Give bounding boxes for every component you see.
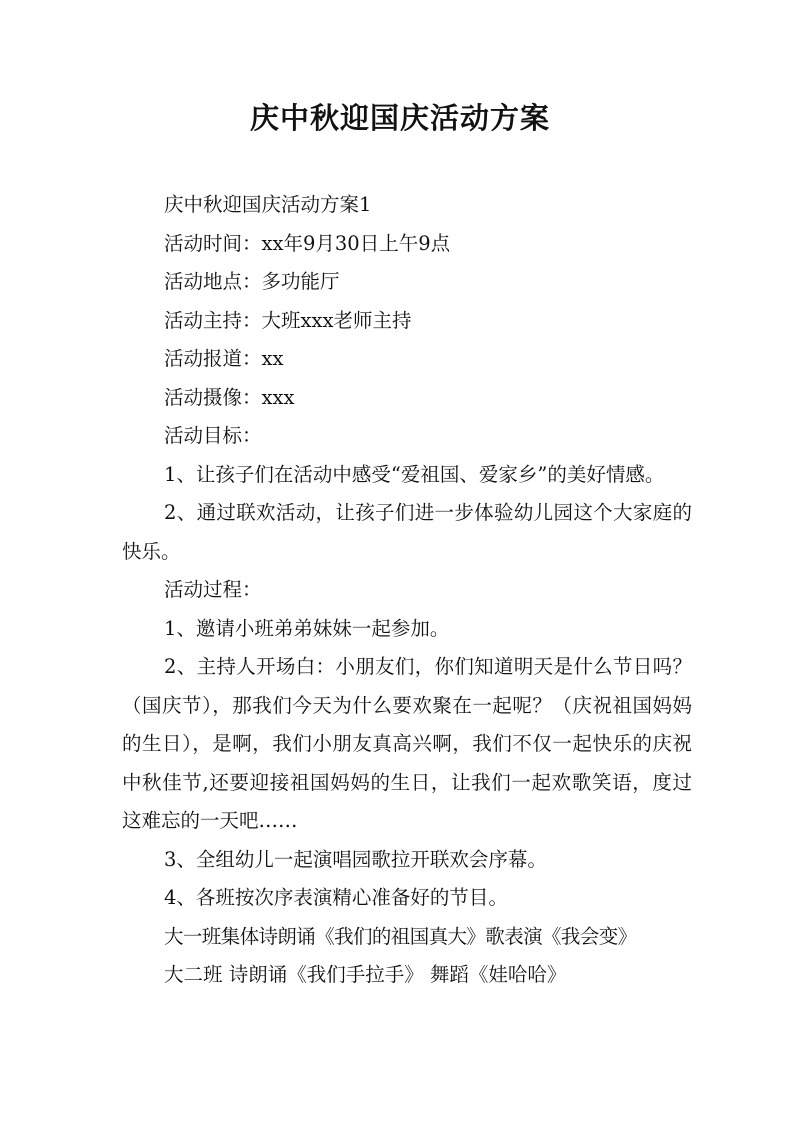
goal-item-1: 1、让孩子们在活动中感受“爱祖国、爱家乡”的美好情感。 [164, 462, 665, 486]
program-item-2: 大二班 诗朗诵《我们手拉手》 舞蹈《娃哈哈》 [164, 963, 567, 986]
document-body [122, 186, 692, 995]
activity-process-heading: 活动过程： [164, 578, 262, 601]
program-item-1: 大一班集体诗朗诵《我们的祖国真大》歌表演《我会变》 [164, 924, 637, 948]
activity-location-line: 活动地点：多功能厅 [164, 270, 340, 293]
subtitle-line: 庆中秋迎国庆活动方案1 [164, 193, 372, 216]
activity-camera-line: 活动摄像：xxx [164, 385, 295, 409]
goal-item-2: 2、通过联欢活动，让孩子们进一步体验幼儿园这个大家庭的快乐。 [122, 501, 692, 563]
process-item-1: 1、邀请小班弟弟妹妹一起参加。 [164, 616, 450, 640]
process-item-3: 3、全组幼儿一起演唱园歌拉开联欢会序幕。 [164, 847, 547, 871]
document-title: 庆中秋迎国庆活动方案 [249, 101, 550, 135]
process-item-4: 4、各班按次序表演精心准备好的节目。 [164, 886, 508, 909]
activity-report-line: 活动报道：xx [164, 347, 284, 370]
activity-goals-heading: 活动目标： [164, 424, 262, 447]
activity-time-line: 活动时间：xx年9月30日上午9点 [164, 231, 451, 255]
process-item-2: 2、主持人开场白：小朋友们，你们知道明天是什么节日吗？（国庆节），那我们今天为什么要欢聚在一起呢？（庆祝祖国妈妈的生日），是啊，我们小朋友真高兴啊，我们不仅一起快乐的庆祝中秋佳节,还要迎接祖国妈妈的生日，让我们一起欢歌笑语，度过这难忘的一天吧…… [122, 655, 692, 832]
activity-host-line: 活动主持：大班xxx老师主持 [164, 308, 412, 332]
